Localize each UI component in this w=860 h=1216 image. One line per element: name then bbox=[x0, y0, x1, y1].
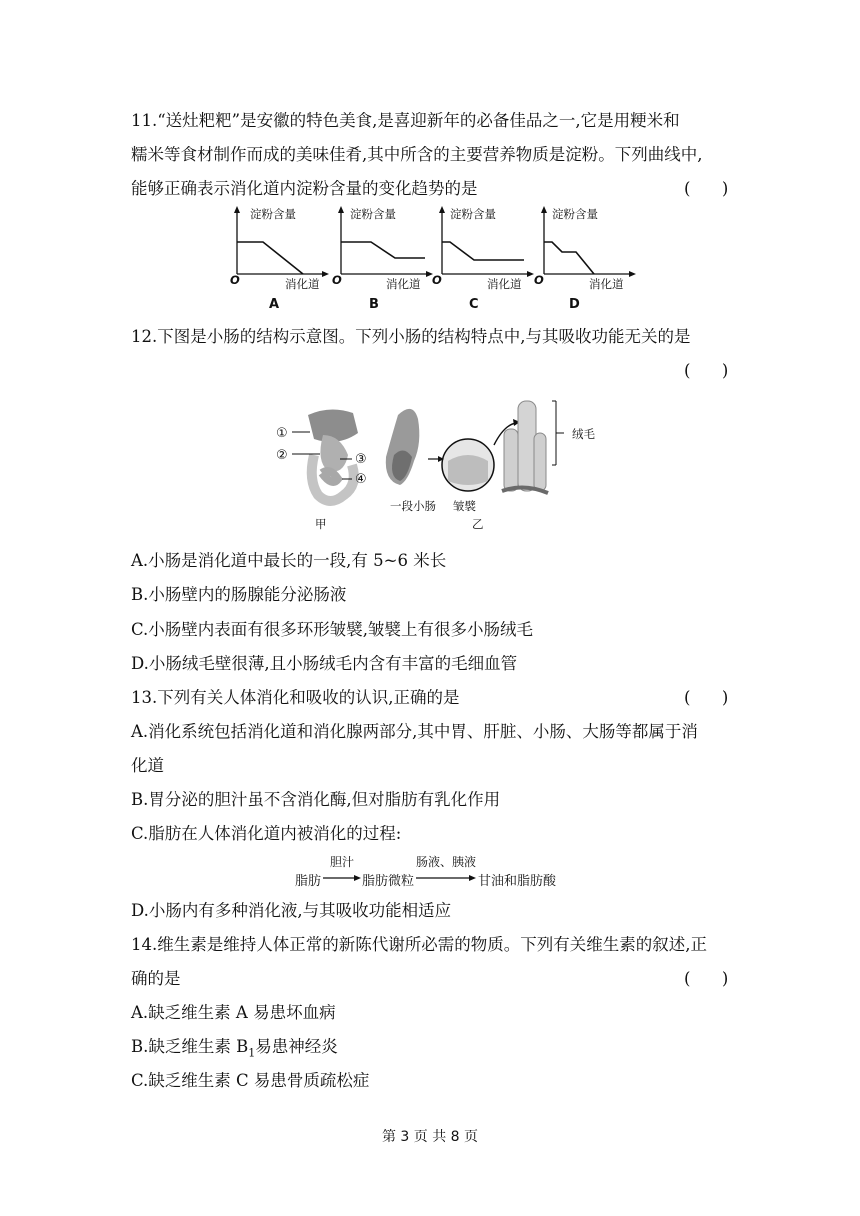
graph-b-letter: B bbox=[369, 297, 379, 312]
organ-label-3: ③ bbox=[355, 452, 367, 467]
process-arrow-2 bbox=[416, 873, 478, 883]
q14-option-a: A.缺乏维生素 A 易患坏血病 bbox=[131, 1003, 336, 1022]
q13-option-c: C.脂肪在人体消化道内被消化的过程: bbox=[131, 824, 402, 843]
process-arrow-1 bbox=[323, 873, 363, 883]
villus-label: 绒毛 bbox=[572, 427, 595, 441]
q11-text-line2: 糯米等食材制作而成的美味佳肴,其中所含的主要营养物质是淀粉。下列曲线中, bbox=[131, 145, 703, 164]
process-bile: 胆汁 bbox=[330, 855, 355, 869]
q12-text-line1: 12.下图是小肠的结构示意图。下列小肠的结构特点中,与其吸收功能无关的是 bbox=[131, 327, 691, 346]
graph-c-ylabel: 淀粉含量 bbox=[450, 207, 496, 221]
process-products: 甘油和脂肪酸 bbox=[478, 874, 557, 889]
figure-label-yi: 乙 bbox=[472, 517, 484, 531]
page-footer: 第 3 页 共 8 页 bbox=[381, 1129, 479, 1145]
graph-c-origin: O bbox=[432, 273, 442, 287]
q14-option-b-tail: 易患神经炎 bbox=[255, 1037, 338, 1056]
figure-label-jia: 甲 bbox=[315, 517, 327, 531]
graph-b-ylabel: 淀粉含量 bbox=[350, 207, 396, 221]
graph-b-origin: O bbox=[332, 273, 342, 287]
q13-option-d: D.小肠内有多种消化液,与其吸收功能相适应 bbox=[131, 901, 452, 920]
organ-label-1: ① bbox=[276, 426, 288, 441]
q12-option-b: B.小肠壁内的肠腺能分泌肠液 bbox=[131, 585, 347, 604]
process-fat-particles: 脂肪微粒 bbox=[362, 874, 415, 889]
q14-answer-bracket: ( ) bbox=[684, 969, 729, 988]
graph-a-xlabel: 消化道 bbox=[285, 277, 320, 291]
q11-answer-bracket: ( ) bbox=[684, 179, 729, 198]
villi-illustration bbox=[502, 401, 548, 493]
q11-text-line1: 11.“送灶粑粑”是安徽的特色美食,是喜迎新年的必备佳品之一,它是用粳米和 bbox=[131, 111, 680, 130]
organ-label-2: ② bbox=[276, 448, 288, 463]
graph-c-letter: C bbox=[469, 297, 479, 312]
graph-d-curve bbox=[544, 242, 594, 274]
fold-label: 皱襞 bbox=[453, 499, 476, 513]
q12-option-c: C.小肠壁内表面有很多环形皱襞,皱襞上有很多小肠绒毛 bbox=[131, 620, 534, 639]
q13-option-a-line1: A.消化系统包括消化道和消化腺两部分,其中胃、肝脏、小肠、大肠等都属于消 bbox=[131, 722, 698, 741]
graph-a-letter: A bbox=[269, 297, 280, 312]
intestine-segment-label: 一段小肠 bbox=[390, 499, 436, 513]
graph-b-xlabel: 消化道 bbox=[386, 277, 421, 291]
graph-c-curve bbox=[442, 242, 524, 260]
graph-c-xlabel: 消化道 bbox=[487, 277, 522, 291]
graph-d-xlabel: 消化道 bbox=[589, 277, 624, 291]
q14-option-b-subscript: 1 bbox=[248, 1046, 256, 1060]
q13-option-b: B.胃分泌的胆汁虽不含消化酶,但对脂肪有乳化作用 bbox=[131, 790, 501, 809]
intestine-segment-illustration bbox=[386, 409, 420, 485]
q14-option-b bbox=[131, 1035, 338, 1065]
graph-d-ylabel: 淀粉含量 bbox=[552, 207, 598, 221]
graph-a-curve bbox=[237, 242, 303, 274]
graph-d-letter: D bbox=[569, 297, 580, 312]
q14-option-b-text: B.缺乏维生素 B bbox=[131, 1037, 249, 1056]
q13-text-line1: 13.下列有关人体消化和吸收的认识,正确的是 bbox=[131, 688, 460, 707]
graph-d-origin: O bbox=[534, 273, 544, 287]
q11-text-line3: 能够正确表示消化道内淀粉含量的变化趋势的是 bbox=[131, 179, 478, 198]
q13-answer-bracket: ( ) bbox=[684, 688, 729, 707]
graph-a-ylabel: 淀粉含量 bbox=[250, 207, 296, 221]
organ-label-4: ④ bbox=[355, 472, 367, 487]
graph-a-origin: O bbox=[230, 273, 240, 287]
q12-answer-bracket: ( ) bbox=[684, 361, 729, 380]
process-juices: 肠液、胰液 bbox=[416, 855, 477, 869]
digestive-organs-illustration bbox=[308, 409, 358, 501]
q14-text-line1: 14.维生素是维持人体正常的新陈代谢所必需的物质。下列有关维生素的叙述,正 bbox=[131, 935, 707, 954]
graph-b-curve bbox=[341, 242, 425, 258]
q14-text-line2: 确的是 bbox=[131, 969, 181, 988]
q13-option-a-line2: 化道 bbox=[131, 756, 164, 775]
process-fat: 脂肪 bbox=[295, 874, 322, 889]
q12-option-d: D.小肠绒毛壁很薄,且小肠绒毛内含有丰富的毛细血管 bbox=[131, 654, 518, 673]
q12-option-a: A.小肠是消化道中最长的一段,有 5~6 米长 bbox=[131, 551, 447, 570]
q14-option-c: C.缺乏维生素 C 易患骨质疏松症 bbox=[131, 1071, 370, 1090]
